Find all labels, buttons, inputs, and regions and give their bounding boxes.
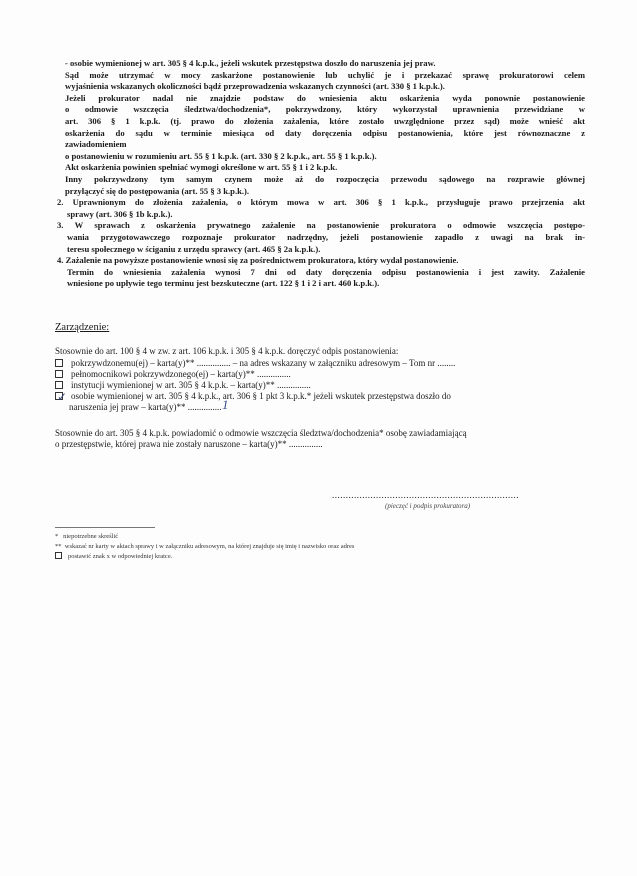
footnote-text: niepotrzebne skreślić <box>63 533 119 540</box>
footnote-text: wskazać nr karty w aktach sprawy i w załączniku adresowym, na której znajduje się imię i nazwisko oraz adres <box>64 543 355 550</box>
instruction-line: Jeżeli prokurator nadal nie znajdzie podstaw do wniesienia aktu oskarżenia wyda ponownie postanowienie <box>65 92 585 103</box>
footnote-text: postawić znak x w odpowiedniej kratce. <box>68 553 173 560</box>
order-item-label: instytucji wymienionej w art. 305 § 4 k.p.k. – karta(y)** ............... <box>71 380 311 390</box>
point-3-line: 3. W sprawach z oskarżenia prywatnego zażalenie na postanowienie prokuratora o odmowie wszczęcia postępo- <box>57 220 585 231</box>
checkbox-icon[interactable] <box>55 381 63 389</box>
order-item-person-cont: naruszenia jej praw – karta(y)** ............... <box>69 402 222 412</box>
point-2-line: 2. Uprawnionym do złożenia zażalenia, o którym mowa w art. 306 § 1 k.p.k., przysługuje prawo przejrzenia akt <box>57 197 585 208</box>
footnote-2 <box>55 543 354 551</box>
footnote-3 <box>55 553 172 561</box>
checkbox-icon <box>55 552 62 559</box>
instructions-block <box>57 58 585 290</box>
order-item-label: pokrzywdzonemu(ej) – karta(y)** ............... – na adres wskazany w załączniku adresowym – Tom nr ........ <box>71 358 456 368</box>
instruction-line: oskarżenia do sądu w terminie miesiąca od daty doręczenia odpisu postanowienia, które jest równoznaczne z <box>65 127 585 138</box>
instruction-line: - osobie wymienionej w art. 305 § 4 k.p.k., jeżeli wskutek przestępstwa doszło do naruszenia jej praw. <box>65 58 436 68</box>
instruction-line: o postanowieniu w rozumieniu art. 55 § 1 k.p.k. (art. 330 § 2 k.p.k., art. 55 § 1 k.p.k.). <box>65 150 377 161</box>
order-item-person[interactable] <box>55 391 451 402</box>
signature-line: .................................................................... <box>332 490 519 500</box>
point-3-line: teresu społecznego w ściganiu z urzędu sprawcy (art. 465 § 2a k.p.k.). <box>67 243 321 254</box>
order-item-injured[interactable] <box>55 358 455 369</box>
instruction-line: art. 306 § 1 k.p.k. (tj. prawo do złożenia zażalenia, które zostało uwzględnione przez sąd) może wnieść akt <box>65 115 585 126</box>
instruction-line: Inny pokrzywdzony tym samym czynem może aż do rozpoczęcia przewodu sądowego na rozprawie głównej <box>65 173 585 184</box>
point-4-line: Termin do wniesienia zażalenia wynosi 7 dni od daty doręczenia odpisu postanowienia i jest zawity. Zażalenie <box>67 266 585 277</box>
point-4-line: wniesione po upływie tego terminu jest bezskuteczne (art. 122 § 1 i 2 i art. 460 k.p.k.). <box>67 278 380 289</box>
point-3-line: wania przygotowawczego rozpoznaje prokurator nadrzędny, jeżeli postanowienie zapadło z uwagi na brak in- <box>67 231 585 242</box>
order-intro: Stosownie do art. 100 § 4 w zw. z art. 106 k.p.k. i 305 § 4 k.p.k. doręczyć odpis postanowienia: <box>55 346 399 356</box>
notify-line: o przestępstwie, której prawa nie zostały naruszone – karta(y)** ............... <box>55 439 323 449</box>
instruction-line: przyłączyć się do postępowania (art. 55 § 3 k.p.k.). <box>65 185 250 196</box>
checkmark-icon: ✓ <box>57 390 68 404</box>
order-item-label: pełnomocnikowi pokrzywdzonego(ej) – karta(y)** ............... <box>71 369 291 379</box>
footnote-mark: * <box>55 533 59 540</box>
checkbox-icon[interactable] <box>55 370 63 378</box>
signature-label: (pieczęć i podpis prokuratora) <box>385 502 471 510</box>
order-item-label: osobie wymienionej w art. 305 § 4 k.p.k., art. 306 § 1 pkt 3 k.p.k.* jeżeli wskutek przestępstwa doszło do <box>71 391 451 401</box>
footnote-divider <box>55 527 155 528</box>
order-title: Zarządzenie: <box>55 322 110 333</box>
notify-line: Stosownie do art. 305 § 4 k.p.k. powiadomić o odmowie wszczęcia śledztwa/dochodzenia* osobę zawiadamiającą <box>55 428 467 438</box>
order-item-attorney[interactable] <box>55 369 291 380</box>
point-2-line: sprawy (art. 306 § 1b k.p.k.). <box>67 208 173 219</box>
instruction-line: zawiadomieniem <box>65 139 127 150</box>
instruction-line: o odmowie wszczęcia śledztwa/dochodzenia*, pokrzywdzony, który wykorzystał uprawnienia przewidziane w <box>65 104 585 115</box>
point-4-line: 4. Zażalenie na powyższe postanowienie wnosi się za pośrednictwem prokuratora, który wydał postanowienie. <box>57 255 459 266</box>
instruction-line: Akt oskarżenia powinien spełniać wymogi określone w art. 55 § 1 i 2 k.p.k. <box>65 162 338 173</box>
instruction-line: wyjaśnienia wskazanych okoliczności bądź przeprowadzenia wskazanych czynności (art. 330 § 1 k.p.k.). <box>65 81 445 92</box>
handwritten-mark-icon: 1 <box>222 397 229 412</box>
order-item-institution[interactable] <box>55 380 311 391</box>
checkbox-icon[interactable] <box>55 359 63 367</box>
footnote-mark: ** <box>55 543 62 550</box>
footnote-1 <box>55 533 118 541</box>
instruction-line: Sąd może utrzymać w mocy zaskarżone postanowienie lub uchylić je i przekazać sprawę prokuratorowi celem <box>65 69 585 80</box>
